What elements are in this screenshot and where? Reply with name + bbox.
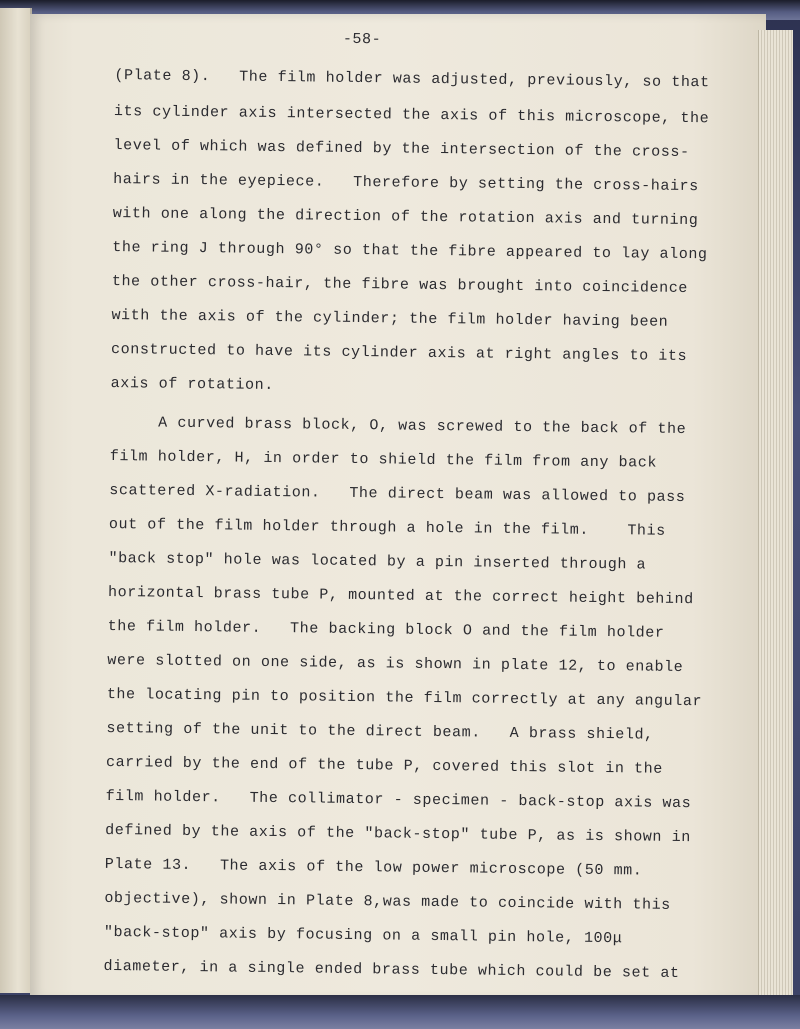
text-line: setting of the unit to the direct beam. A brass shield, [106,719,654,744]
text-line: out of the film holder through a hole in the film. This [108,515,666,540]
text-line: constructed to have its cylinder axis at right angles to its [110,340,688,366]
text-line: with one along the direction of the rotation axis and turning [112,204,699,230]
book-binding-bottom [0,995,800,1029]
text-line: the locating pin to position the film correctly at any angular [106,685,703,711]
text-line: with the axis of the cylinder; the film holder having been [111,306,669,331]
text-line: objective), shown in Plate 8,was made to coincide with this [104,889,671,914]
text-line: hairs in the eyepiece. Therefore by setting the cross-hairs [113,170,699,196]
text-line: Plate 13. The axis of the low power microscope (50 mm. [104,855,643,880]
text-line: scattered X-radiation. The direct beam was allowed to pass [109,481,686,507]
text-line: defined by the axis of the "back-stop" tube P, as is shown in [105,821,691,847]
text-line: axis of rotation. [110,374,274,394]
book-spine-edge [0,8,32,993]
text-line: the film holder. The backing block O and the film holder [107,617,665,642]
text-line: level of which was defined by the intersection of the cross- [113,136,690,162]
text-line: the ring J through 90° so that the fibre appeared to lay along [112,238,708,264]
text-line: were slotted on one side, as is shown in plate 12, to enable [107,651,684,676]
text-line: "back stop" hole was located by a pin inserted through a [108,549,647,574]
text-line: "back-stop" axis by focusing on a small pin hole, 100μ [103,923,623,948]
text-line: the other cross-hair, the fibre was brought into coincidence [111,272,689,298]
text-line: film holder. The collimator - specimen - back-stop axis was [105,787,692,813]
page-stack-edge [758,30,793,1005]
page-number: -58- [342,30,382,49]
text-line: its cylinder axis intersected the axis of this microscope, the [113,102,710,128]
text-line: A curved brass block, O, was screwed to the back of the [110,413,687,439]
text-line: carried by the end of the tube P, covered this slot in the [105,753,663,778]
text-line: (Plate 8). The film holder was adjusted, previously, so that [114,66,710,92]
text-line: diameter, in a single ended brass tube which could be set at [103,957,680,982]
text-line: film holder, H, in order to shield the film from any back [109,447,658,472]
text-line: horizontal brass tube P, mounted at the correct height behind [107,583,694,609]
